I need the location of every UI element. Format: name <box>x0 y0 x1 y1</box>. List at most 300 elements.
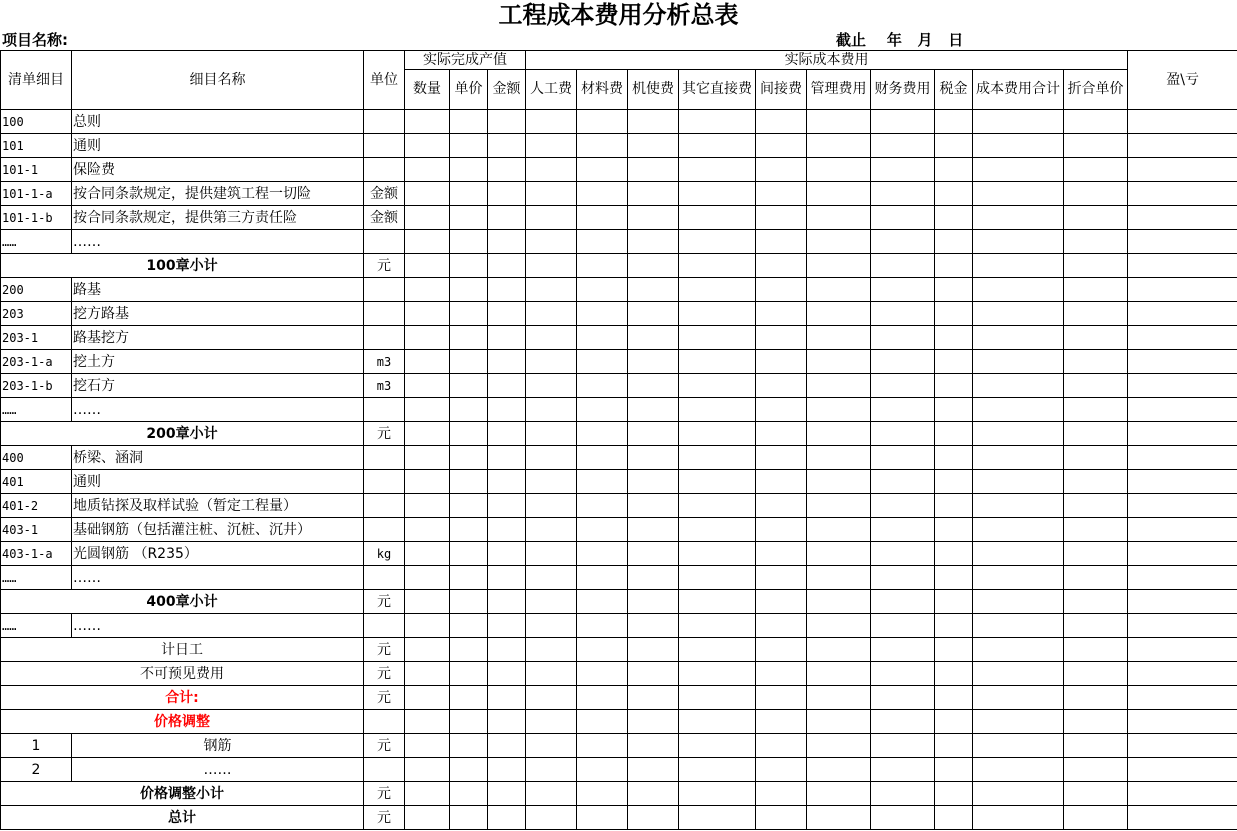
value-cell <box>405 518 450 542</box>
value-cell <box>488 374 526 398</box>
value-cell <box>1128 494 1237 518</box>
value-cell <box>679 182 756 206</box>
unit-cell: 金额 <box>364 206 405 230</box>
header-indirect-cost: 间接费 <box>756 70 807 110</box>
value-cell <box>756 782 807 806</box>
value-cell <box>526 110 577 134</box>
value-cell <box>1064 782 1128 806</box>
value-cell <box>405 638 450 662</box>
value-cell <box>488 134 526 158</box>
value-cell <box>526 470 577 494</box>
value-cell <box>1128 638 1237 662</box>
value-cell <box>450 446 488 470</box>
header-amount: 金额 <box>488 70 526 110</box>
value-cell <box>628 470 679 494</box>
value-cell <box>628 326 679 350</box>
value-cell <box>405 614 450 638</box>
value-cell <box>679 206 756 230</box>
value-cell <box>577 422 628 446</box>
unit-cell: 元 <box>364 806 405 830</box>
value-cell <box>807 542 871 566</box>
value-cell <box>871 494 935 518</box>
value-cell <box>526 758 577 782</box>
value-cell <box>1128 206 1237 230</box>
value-cell <box>935 614 973 638</box>
value-cell <box>871 302 935 326</box>
unit-cell <box>364 278 405 302</box>
value-cell <box>405 110 450 134</box>
value-cell <box>1128 446 1237 470</box>
value-cell <box>488 182 526 206</box>
value-cell <box>756 686 807 710</box>
item-code-cell: …… <box>1 230 72 254</box>
item-name-cell: 挖土方 <box>72 350 364 374</box>
value-cell <box>577 686 628 710</box>
value-cell <box>577 110 628 134</box>
value-cell <box>450 470 488 494</box>
header-unit: 单位 <box>364 51 405 110</box>
value-cell <box>1064 470 1128 494</box>
table-row <box>1 806 1237 830</box>
unit-cell: 元 <box>364 254 405 278</box>
value-cell <box>488 206 526 230</box>
value-cell <box>871 422 935 446</box>
value-cell <box>973 302 1064 326</box>
value-cell <box>807 758 871 782</box>
value-cell <box>973 518 1064 542</box>
table-row <box>1 470 1237 494</box>
value-cell <box>756 758 807 782</box>
value-cell <box>756 422 807 446</box>
value-cell <box>405 278 450 302</box>
value-cell <box>1064 134 1128 158</box>
value-cell <box>1128 350 1237 374</box>
item-name-cell: 基础钢筋（包括灌注桩、沉桩、沉井） <box>72 518 364 542</box>
value-cell <box>807 614 871 638</box>
value-cell <box>871 638 935 662</box>
item-code-cell: 403-1-a <box>1 542 72 566</box>
value-cell <box>526 782 577 806</box>
value-cell <box>1064 254 1128 278</box>
value-cell <box>405 350 450 374</box>
value-cell <box>756 710 807 734</box>
value-cell <box>628 662 679 686</box>
value-cell <box>1064 686 1128 710</box>
value-cell <box>488 662 526 686</box>
value-cell <box>973 638 1064 662</box>
value-cell <box>450 614 488 638</box>
value-cell <box>1064 806 1128 830</box>
value-cell <box>1064 422 1128 446</box>
total-label-cell: 价格调整 <box>1 710 364 734</box>
value-cell <box>679 638 756 662</box>
value-cell <box>871 710 935 734</box>
value-cell <box>1064 446 1128 470</box>
value-cell <box>871 398 935 422</box>
value-cell <box>577 662 628 686</box>
value-cell <box>405 446 450 470</box>
value-cell <box>577 806 628 830</box>
value-cell <box>628 686 679 710</box>
value-cell <box>1128 710 1237 734</box>
value-cell <box>526 806 577 830</box>
value-cell <box>405 134 450 158</box>
subtotal-label-cell: 100章小计 <box>1 254 364 278</box>
value-cell <box>679 782 756 806</box>
value-cell <box>935 470 973 494</box>
value-cell <box>1064 278 1128 302</box>
table-row <box>1 206 1237 230</box>
value-cell <box>807 782 871 806</box>
value-cell <box>807 710 871 734</box>
value-cell <box>1064 230 1128 254</box>
value-cell <box>1128 254 1237 278</box>
value-cell <box>679 734 756 758</box>
value-cell <box>756 158 807 182</box>
unit-cell <box>364 614 405 638</box>
value-cell <box>807 590 871 614</box>
table-row <box>1 302 1237 326</box>
summary-label-cell: 计日工 <box>1 638 364 662</box>
item-name-cell: 通则 <box>72 134 364 158</box>
value-cell <box>935 734 973 758</box>
value-cell <box>488 566 526 590</box>
value-cell <box>756 446 807 470</box>
value-cell <box>756 206 807 230</box>
item-name-cell: …… <box>72 230 364 254</box>
value-cell <box>405 710 450 734</box>
header-management-cost: 管理费用 <box>807 70 871 110</box>
unit-cell: 元 <box>364 782 405 806</box>
value-cell <box>679 398 756 422</box>
value-cell <box>577 758 628 782</box>
value-cell <box>935 590 973 614</box>
value-cell <box>935 350 973 374</box>
value-cell <box>756 518 807 542</box>
value-cell <box>973 494 1064 518</box>
table-row <box>1 398 1237 422</box>
value-cell <box>1064 566 1128 590</box>
value-cell <box>935 662 973 686</box>
table-row <box>1 662 1237 686</box>
value-cell <box>526 638 577 662</box>
value-cell <box>1128 158 1237 182</box>
item-code-cell: 101-1-a <box>1 182 72 206</box>
value-cell <box>973 446 1064 470</box>
unit-cell: 元 <box>364 686 405 710</box>
value-cell <box>871 758 935 782</box>
item-name-cell: 通则 <box>72 470 364 494</box>
value-cell <box>871 662 935 686</box>
table-row <box>1 782 1237 806</box>
value-cell <box>450 110 488 134</box>
value-cell <box>1128 662 1237 686</box>
value-cell <box>807 398 871 422</box>
value-cell <box>628 158 679 182</box>
value-cell <box>756 638 807 662</box>
header-material-cost: 材料费 <box>577 70 628 110</box>
value-cell <box>628 710 679 734</box>
value-cell <box>526 158 577 182</box>
value-cell <box>1128 422 1237 446</box>
value-cell <box>679 614 756 638</box>
value-cell <box>450 206 488 230</box>
value-cell <box>526 254 577 278</box>
page-title: 工程成本费用分析总表 <box>498 0 739 29</box>
table-row <box>1 278 1237 302</box>
item-code-cell: 401-2 <box>1 494 72 518</box>
value-cell <box>405 782 450 806</box>
value-cell <box>935 422 973 446</box>
item-code-cell: …… <box>1 398 72 422</box>
value-cell <box>1064 494 1128 518</box>
value-cell <box>756 230 807 254</box>
value-cell <box>488 638 526 662</box>
value-cell <box>973 110 1064 134</box>
value-cell <box>577 206 628 230</box>
value-cell <box>935 326 973 350</box>
value-cell <box>871 278 935 302</box>
unit-cell <box>364 398 405 422</box>
unit-cell <box>364 110 405 134</box>
item-code-cell: 400 <box>1 446 72 470</box>
value-cell <box>405 158 450 182</box>
value-cell <box>871 182 935 206</box>
value-cell <box>577 374 628 398</box>
value-cell <box>450 302 488 326</box>
value-cell <box>628 134 679 158</box>
value-cell <box>488 158 526 182</box>
value-cell <box>628 566 679 590</box>
value-cell <box>526 398 577 422</box>
value-cell <box>871 542 935 566</box>
value-cell <box>871 206 935 230</box>
table-row <box>1 158 1237 182</box>
value-cell <box>1128 326 1237 350</box>
value-cell <box>679 566 756 590</box>
value-cell <box>405 422 450 446</box>
value-cell <box>935 302 973 326</box>
value-cell <box>935 206 973 230</box>
cost-analysis-table <box>0 50 1237 830</box>
value-cell <box>871 254 935 278</box>
value-cell <box>488 470 526 494</box>
value-cell <box>450 134 488 158</box>
value-cell <box>526 590 577 614</box>
value-cell <box>628 206 679 230</box>
value-cell <box>450 350 488 374</box>
value-cell <box>807 494 871 518</box>
value-cell <box>935 518 973 542</box>
table-row <box>1 446 1237 470</box>
header-machine-cost: 机使费 <box>628 70 679 110</box>
table-row <box>1 422 1237 446</box>
value-cell <box>1064 302 1128 326</box>
table-row <box>1 638 1237 662</box>
value-cell <box>526 326 577 350</box>
value-cell <box>577 734 628 758</box>
value-cell <box>450 662 488 686</box>
header-actual-cost: 实际成本费用 <box>526 51 1128 70</box>
value-cell <box>871 782 935 806</box>
item-name-cell: …… <box>72 566 364 590</box>
value-cell <box>1128 302 1237 326</box>
value-cell <box>679 710 756 734</box>
unit-cell: m3 <box>364 350 405 374</box>
value-cell <box>450 734 488 758</box>
value-cell <box>871 350 935 374</box>
value-cell <box>973 734 1064 758</box>
value-cell <box>450 230 488 254</box>
value-cell <box>1064 590 1128 614</box>
summary-label-cell: 不可预见费用 <box>1 662 364 686</box>
value-cell <box>1128 542 1237 566</box>
value-cell <box>1128 734 1237 758</box>
value-cell <box>871 158 935 182</box>
unit-cell: 元 <box>364 734 405 758</box>
value-cell <box>756 110 807 134</box>
value-cell <box>807 278 871 302</box>
value-cell <box>1064 638 1128 662</box>
value-cell <box>1128 230 1237 254</box>
value-cell <box>628 614 679 638</box>
value-cell <box>526 134 577 158</box>
value-cell <box>577 350 628 374</box>
value-cell <box>450 686 488 710</box>
subtotal-label-cell: 总计 <box>1 806 364 830</box>
value-cell <box>973 134 1064 158</box>
value-cell <box>807 110 871 134</box>
value-cell <box>450 638 488 662</box>
header-quantity: 数量 <box>405 70 450 110</box>
value-cell <box>1064 350 1128 374</box>
unit-cell: 元 <box>364 662 405 686</box>
item-code-cell: 200 <box>1 278 72 302</box>
value-cell <box>1064 158 1128 182</box>
value-cell <box>871 470 935 494</box>
value-cell <box>679 686 756 710</box>
value-cell <box>577 254 628 278</box>
value-cell <box>871 734 935 758</box>
header-labor-cost: 人工费 <box>526 70 577 110</box>
value-cell <box>577 398 628 422</box>
value-cell <box>405 758 450 782</box>
value-cell <box>405 806 450 830</box>
unit-cell: 金额 <box>364 182 405 206</box>
value-cell <box>577 470 628 494</box>
unit-cell: 元 <box>364 590 405 614</box>
value-cell <box>577 182 628 206</box>
value-cell <box>1064 614 1128 638</box>
value-cell <box>1064 374 1128 398</box>
unit-cell <box>364 470 405 494</box>
value-cell <box>405 686 450 710</box>
unit-cell <box>364 134 405 158</box>
value-cell <box>1128 398 1237 422</box>
value-cell <box>756 278 807 302</box>
value-cell <box>1064 758 1128 782</box>
value-cell <box>807 302 871 326</box>
value-cell <box>973 326 1064 350</box>
value-cell <box>488 230 526 254</box>
value-cell <box>807 182 871 206</box>
value-cell <box>807 638 871 662</box>
value-cell <box>577 710 628 734</box>
value-cell <box>628 302 679 326</box>
value-cell <box>679 806 756 830</box>
value-cell <box>526 374 577 398</box>
value-cell <box>628 590 679 614</box>
value-cell <box>935 182 973 206</box>
value-cell <box>807 470 871 494</box>
value-cell <box>488 254 526 278</box>
item-name-cell: 挖方路基 <box>72 302 364 326</box>
value-cell <box>526 614 577 638</box>
value-cell <box>1128 278 1237 302</box>
table-row <box>1 614 1237 638</box>
item-name-cell: 保险费 <box>72 158 364 182</box>
value-cell <box>935 158 973 182</box>
value-cell <box>488 110 526 134</box>
value-cell <box>526 494 577 518</box>
value-cell <box>628 518 679 542</box>
project-name-label: 项目名称: <box>2 31 68 49</box>
value-cell <box>807 806 871 830</box>
value-cell <box>871 230 935 254</box>
value-cell <box>488 422 526 446</box>
value-cell <box>679 470 756 494</box>
value-cell <box>1128 590 1237 614</box>
value-cell <box>405 662 450 686</box>
value-cell <box>577 446 628 470</box>
table-row <box>1 590 1237 614</box>
value-cell <box>405 734 450 758</box>
value-cell <box>1128 518 1237 542</box>
value-cell <box>628 278 679 302</box>
value-cell <box>488 494 526 518</box>
value-cell <box>628 110 679 134</box>
value-cell <box>628 254 679 278</box>
value-cell <box>1128 110 1237 134</box>
value-cell <box>935 230 973 254</box>
value-cell <box>450 710 488 734</box>
value-cell <box>488 326 526 350</box>
header-tax: 税金 <box>935 70 973 110</box>
value-cell <box>973 470 1064 494</box>
value-cell <box>577 302 628 326</box>
value-cell <box>577 326 628 350</box>
value-cell <box>807 422 871 446</box>
value-cell <box>488 446 526 470</box>
value-cell <box>526 422 577 446</box>
value-cell <box>756 302 807 326</box>
value-cell <box>488 782 526 806</box>
value-cell <box>935 134 973 158</box>
value-cell <box>577 542 628 566</box>
value-cell <box>871 134 935 158</box>
value-cell <box>450 782 488 806</box>
table-row <box>1 254 1237 278</box>
value-cell <box>628 230 679 254</box>
value-cell <box>450 542 488 566</box>
item-name-cell: 路基挖方 <box>72 326 364 350</box>
cutoff-date-label: 截止 年 月 日 <box>836 31 964 49</box>
unit-cell <box>364 158 405 182</box>
value-cell <box>807 326 871 350</box>
value-cell <box>405 470 450 494</box>
value-cell <box>973 230 1064 254</box>
value-cell <box>450 278 488 302</box>
